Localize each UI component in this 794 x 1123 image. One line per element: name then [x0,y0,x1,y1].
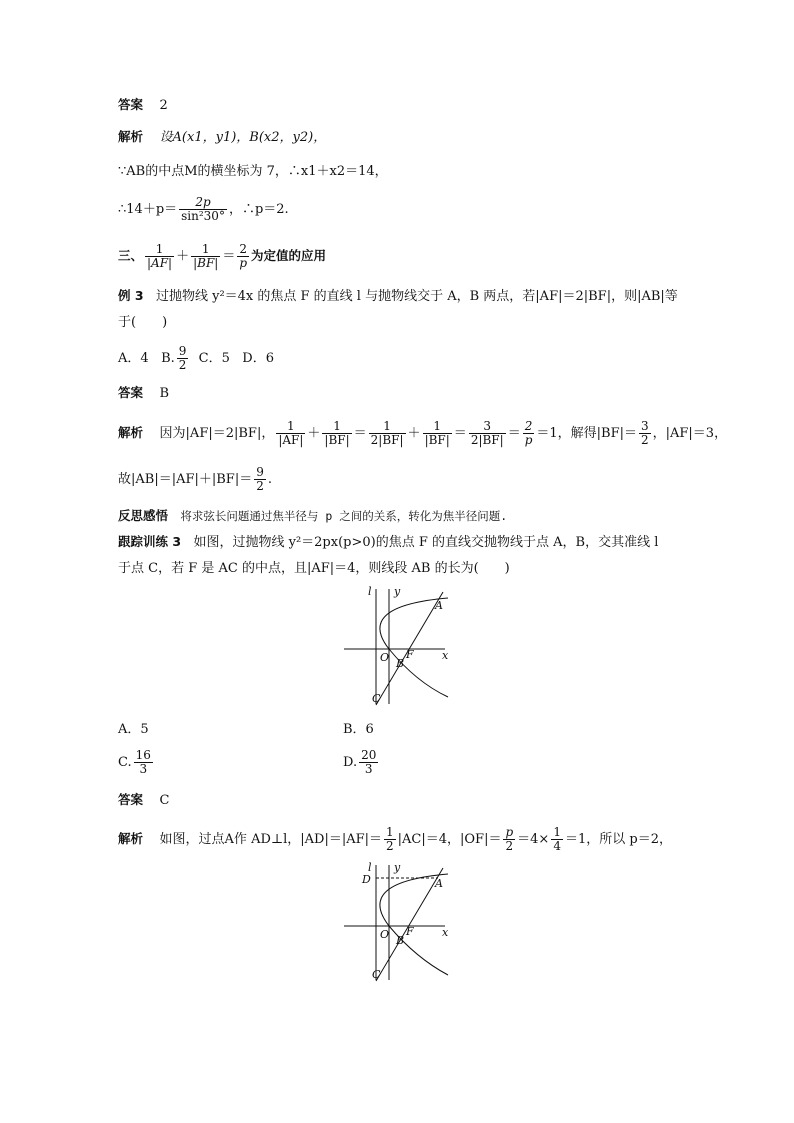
solution-line-ex3-2: 故|AB|＝|AF|＋|BF|＝ $\frac{9}{2}$ . [118,465,272,493]
solution-text: ∴14＋p＝ [118,202,178,217]
reflection-label: 反思感悟 [118,508,169,523]
label-D: D [362,873,371,886]
example-3-text-2: 于( ) [118,315,168,330]
solution-line-ex2-3: ∴14＋p＝ $\frac{2p}{\text{sin²30°}}$ ，∴p＝2. [118,195,289,223]
reflection-text: 将求弦长问题通过焦半径与 p 之间的关系，转化为焦半径问题. [180,509,508,523]
example-3-text-1: 例 3 过抛物线 y²＝4x 的焦点 F 的直线 l 与抛物线交于 A，B 两点，若|AF|＝2|BF|，则|AB|等 [118,288,678,304]
answer-value: C [159,793,170,808]
fraction: $\frac{2p}{\text{sin²30°}}$ [181,195,225,223]
answer-label: 答案 [118,97,144,112]
answer-value: 2 [159,98,168,113]
fraction: $\frac{1}{|BF|}$ [193,242,219,270]
label-x: x [442,926,449,939]
example-3-options [118,345,274,372]
fraction: $\frac{1}{|AF|}$ [147,242,173,270]
label-C: C [372,968,381,981]
solution-line-train3: 解析 如图，过点A作 AD⊥l，|AD|＝|AF|＝ $\frac{1}{2}$ |AC|＝4，|OF|＝ $\frac{p}{2}$ ＝4× $\frac{1}{4}$ ＝1，所以 p＝2， [118,825,672,853]
label-B: B [396,657,405,670]
label-l: l [368,861,372,874]
answer-label: 答案 [118,792,144,807]
answer-line-ex3 [118,384,169,403]
reflection-line [118,507,507,526]
option-c: C．5 [198,351,230,366]
label-l: l [368,585,372,598]
label-O: O [380,928,390,941]
label-C: C [372,692,381,705]
answer-line-ex2 [118,96,168,115]
training-option-c: C. $\frac{16}{3}$ [118,748,151,776]
example-label: 例 3 [118,288,144,303]
parabola-figure-1 [338,584,458,710]
section-heading: 三、 $\frac{1}{|AF|}$ ＋ $\frac{1}{|BF|}$ ＝ $\frac{2}{p}$ 为定值的应用 [118,242,327,270]
label-O: O [380,651,390,664]
label-A: A [435,877,443,890]
solution-line-ex2-1 [118,128,326,147]
option-b: B. $\frac{9}{2}$ [161,344,187,372]
solution-label: 解析 [118,129,144,144]
training-3-text-2: 于点 C，若 F 是 AC 的中点，且|AF|＝4，则线段 AB 的长为( ) [118,561,510,576]
solution-label: 解析 [118,831,144,846]
label-F: F [406,925,414,938]
label-F: F [406,648,414,661]
training-option-d: D. $\frac{20}{3}$ [343,748,377,776]
answer-value: B [159,386,170,401]
solution-line-ex3-1: 解析 因为|AF|＝2|BF|， $\frac{1}{|AF|}$ ＋ $\frac{1}{|BF|}$ ＝ $\frac{1}{2|BF|}$ ＋ $\frac{1}{|BF|}$ ＝ $\frac{3}{2|BF|}$ ＝ $\frac{2}{p}$ ＝1，解得|BF|＝ $\frac{3}{2}$ ，|AF|＝3， [118,419,728,447]
option-a: A．4 [118,351,149,366]
fraction: $\frac{2}{p}$ [239,242,248,270]
label-y: y [394,861,401,874]
solution-line-ex2-2 [118,163,388,181]
solution-label: 解析 [118,425,144,440]
parabola-figure-2 [338,860,458,986]
solution-text: ∵AB的中点M的横坐标为 7，∴x1＋x2＝14， [118,164,388,179]
solution-text: 设A(x1，y1)，B(x2，y2)， [159,130,327,145]
answer-line-train3 [118,791,170,810]
label-A: A [435,599,443,612]
training-option-a: A．5 [118,722,149,737]
option-d: D．6 [242,351,274,366]
training-option-b: B．6 [343,722,374,737]
training-label: 跟踪训练 3 [118,534,182,549]
answer-label: 答案 [118,385,144,400]
label-x: x [442,649,449,662]
training-3-text-1: 跟踪训练 3 如图，过抛物线 y²＝2px(p>0)的焦点 F 的直线交抛物线于点 A，B，交其准线 l [118,534,659,550]
label-B: B [396,934,405,947]
label-y: y [394,585,401,598]
